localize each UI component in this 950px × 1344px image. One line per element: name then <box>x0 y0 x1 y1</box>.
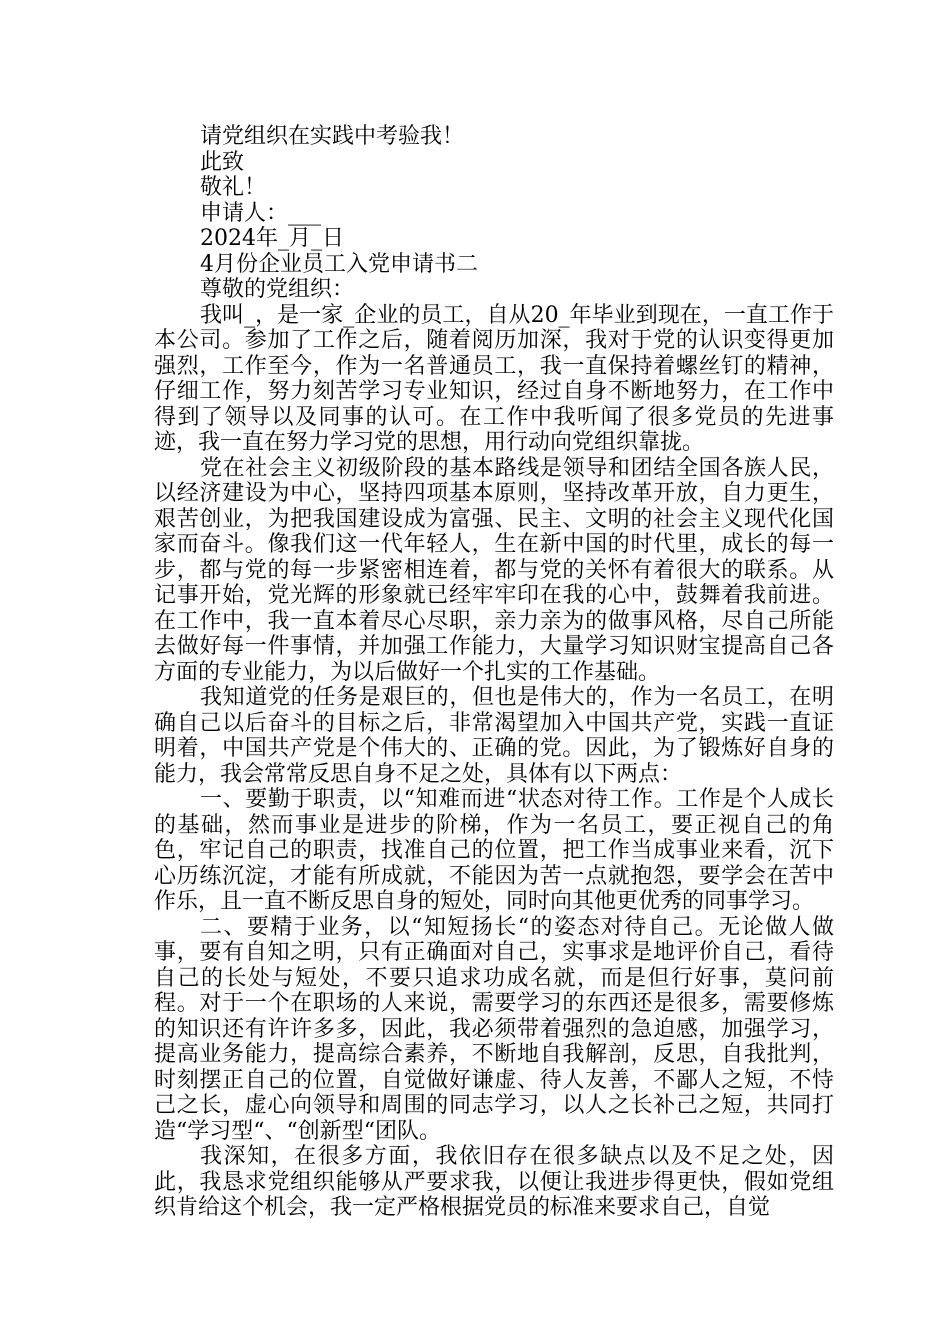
closing-line-test: 请党组织在实践中考验我！ <box>200 124 465 149</box>
applicant-line: 申请人：___ <box>200 200 322 226</box>
closing-salutation: 此致 <box>200 149 245 175</box>
closing-regards: 敬礼！ <box>200 175 267 200</box>
document-body <box>154 124 834 1221</box>
greeting: 尊敬的党组织： <box>200 277 355 302</box>
paragraph: 我深知，在很多方面，我依旧存在很多缺点以及不足之处，因此，我恳求党组织能够从严要求我，以便让我进步得更快，假如党组织肯给这个机会，我一定严格根据党员的标准来要求自己，自觉 <box>154 1144 834 1220</box>
paragraph-point-two: 二、要精于业务，以“知短扬长“的姿态对待自己。无论做人做事，要有自知之明，只有正确面对自己，实事求是地评价自己，看待自己的长处与短处，不要只追求功成名就，而是但行好事，莫问前程。对于一个在职场的人来说，需要学习的东西还是很多，需要修炼的知识还有许许多多，因此，我必须带着强烈的急迫感，加强学习，提高业务能力，提高综合素养，不断地自我解剖，反思，自我批判，时刻摆正自己的位置，自觉做好谦虚、待人友善，不鄙人之短，不恃己之长，虚心向领导和周围的同志学习，以人之长补己之短，共同打造“学习型“、“创新型“团队。 <box>154 914 834 1144</box>
paragraph: 我叫_，是一家_企业的员工，自从20_年毕业到现在，一直工作于本公司。参加了工作之后，随着阅历加深，我对于党的认识变得更加强烈，工作至今，作为一名普通员工，我一直保持着螺丝钉的精神，仔细工作，努力刻苦学习专业知识，经过自身不断地努力，在工作中得到了领导以及同事的认可。在工作中我听闻了很多党员的先进事迹，我一直在努力学习党的思想，用行动向党组织靠拢。 <box>154 302 834 455</box>
section-title: 4月份企业员工入党申请书二 <box>200 251 478 277</box>
paragraph-point-one: 一、要勤于职责，以“知难而进“状态对待工作。工作是个人成长的基础，然而事业是进步的阶梯，作为一名员工，要正视自己的角色，牢记自己的职责，找准自己的位置，把工作当成事业来看，沉下心历练沉淀，才能有所成就，不能因为苦一点就抱怨，要学会在苦中作乐，且一直不断反思自身的短处，同时向其他更优秀的同事学习。 <box>154 787 834 914</box>
paragraph: 我知道党的任务是艰巨的，但也是伟大的，作为一名员工，在明确自己以后奋斗的目标之后，非常渴望加入中国共产党，实践一直证明着，中国共产党是个伟大的、正确的党。因此，为了锻炼好自身的能力，我会常常反思自身不足之处，具体有以下两点： <box>154 685 834 787</box>
date-line: 2024年_月_日 <box>200 226 344 251</box>
paragraph: 党在社会主义初级阶段的基本路线是领导和团结全国各族人民，以经济建设为中心，坚持四项基本原则，坚持改革开放，自力更生，艰苦创业，为把我国建设成为富强、民主、文明的社会主义现代化国家而奋斗。像我们这一代年轻人，生在新中国的时代里，成长的每一步，都与党的每一步紧密相连着，都与党的关怀有着很大的联系。从记事开始，党光辉的形象就已经牢牢印在我的心中，鼓舞着我前进。在工作中，我一直本着尽心尽职，亲力亲为的做事风格，尽自己所能去做好每一件事情，并加强工作能力，大量学习知识财宝提高自己各方面的专业能力，为以后做好一个扎实的工作基础。 <box>154 455 834 685</box>
